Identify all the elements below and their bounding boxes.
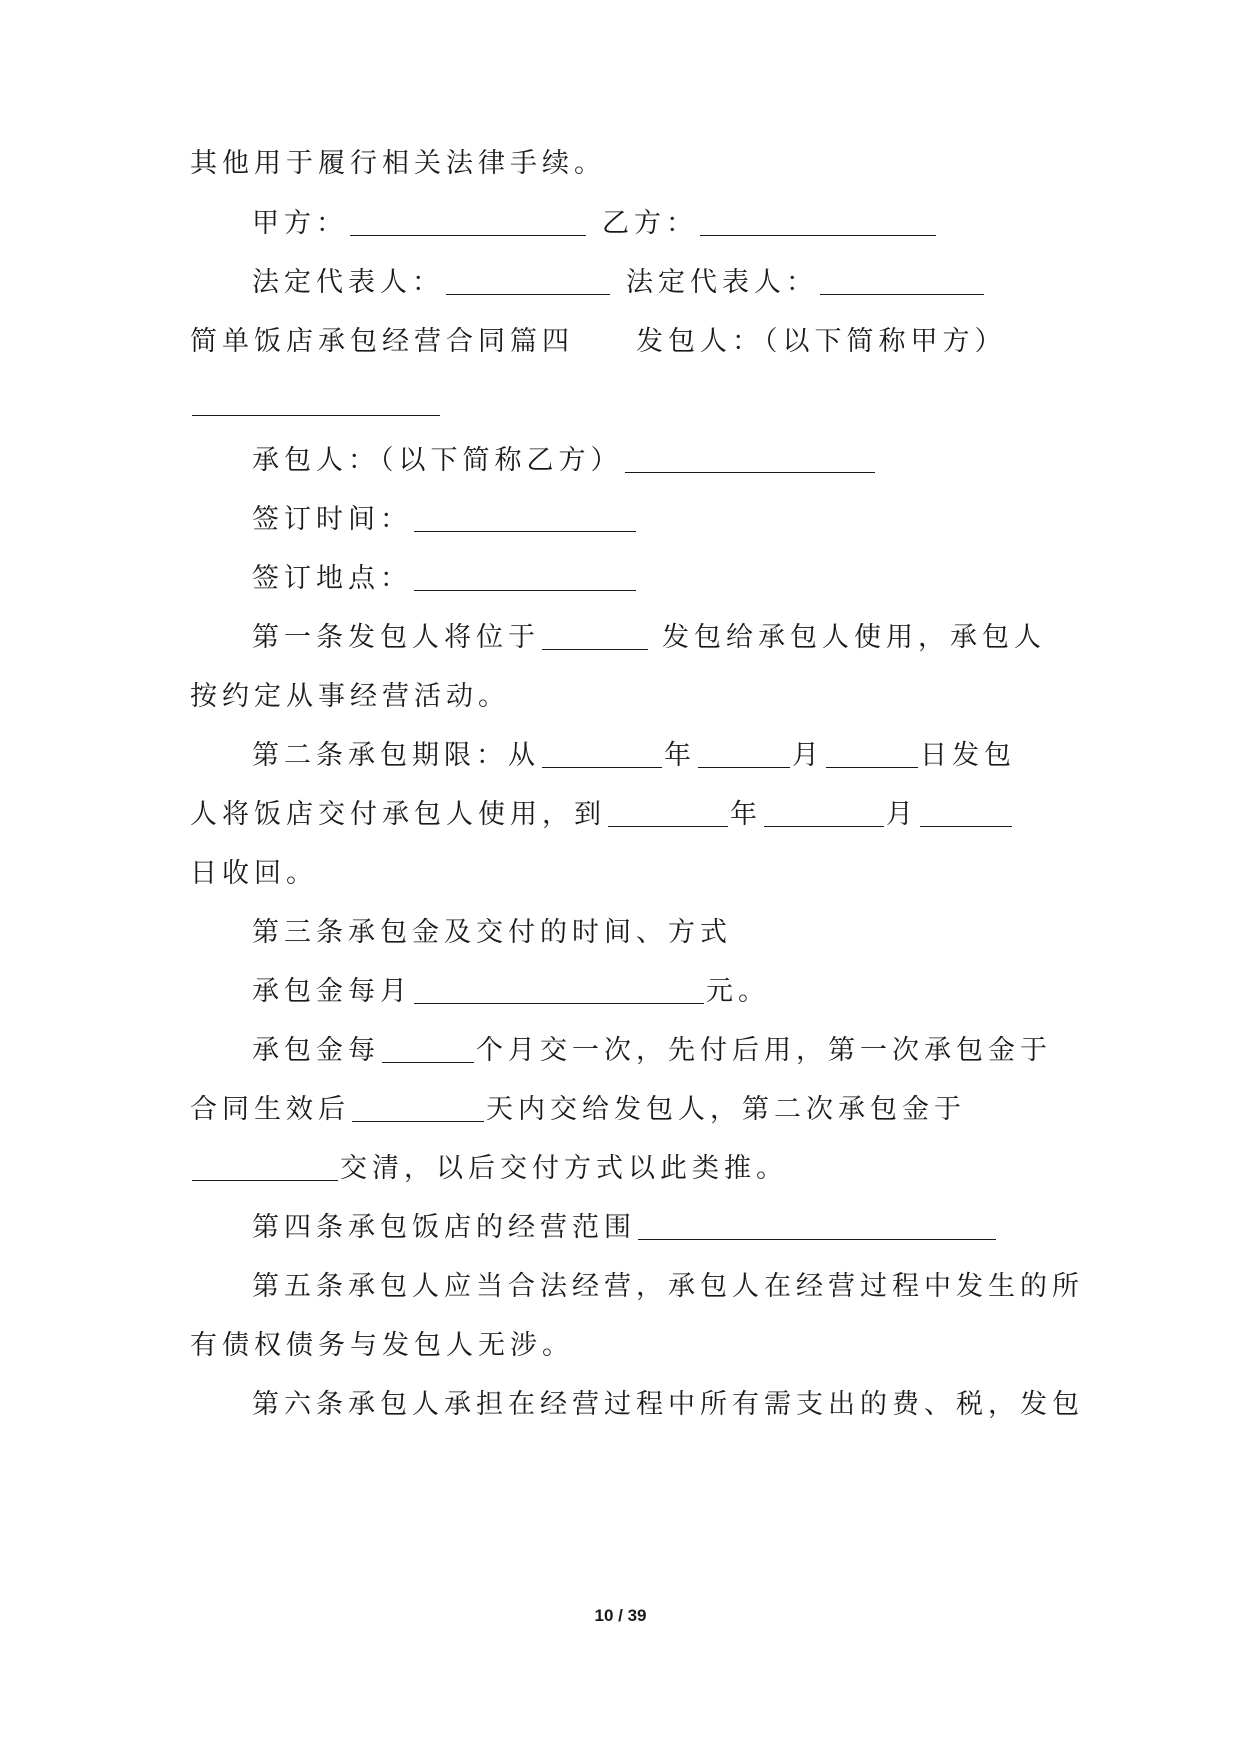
end-month-blank	[764, 798, 884, 827]
article-2-line: 第二条承包期限：从 年 月 日发包	[252, 740, 1016, 771]
second-payment-blank	[192, 1152, 338, 1181]
text-line: 有债权债务与发包人无涉。	[190, 1330, 574, 1361]
monthly-fee-line: 承包金每月 元。	[252, 976, 770, 1007]
signing-place-line: 签订地点：	[252, 561, 1122, 597]
contractor-line: 承包人：（以下简称乙方）	[252, 443, 1122, 479]
party-b-blank	[700, 207, 936, 236]
end-day-blank	[920, 798, 1012, 827]
monthly-fee-blank	[414, 975, 704, 1004]
signing-time-blank	[414, 503, 636, 532]
payment-days-blank	[352, 1093, 484, 1122]
payment-days-line: 合同生效后 天内交给发包人，第二次承包金于	[190, 1094, 966, 1125]
signing-time-line: 签订时间：	[252, 502, 1122, 538]
start-day-blank	[826, 739, 918, 768]
location-blank	[542, 621, 648, 650]
business-scope-blank	[638, 1211, 996, 1240]
payment-settle-line: 交清，以后交付方式以此类推。	[190, 1151, 1060, 1187]
text-line: 日收回。	[190, 858, 318, 889]
article-6-line: 第六条承包人承担在经营过程中所有需支出的费、税，发包	[252, 1389, 1084, 1420]
start-month-blank	[698, 739, 790, 768]
article-1-line: 第一条发包人将位于 发包给承包人使用，承包人	[252, 622, 1046, 653]
legal-rep-b-blank	[820, 266, 984, 295]
signing-place-blank	[414, 562, 636, 591]
end-year-blank	[608, 798, 728, 827]
legal-rep-a-blank	[446, 266, 610, 295]
contractor-blank	[625, 444, 875, 473]
article-2-cont-line: 人将饭店交付承包人使用，到 年 月	[190, 797, 1060, 833]
article-3-line: 第三条承包金及交付的时间、方式	[252, 917, 732, 948]
party-a-b-line: 甲方： 乙方：	[252, 206, 1122, 242]
article-5-line: 第五条承包人应当合法经营，承包人在经营过程中发生的所	[252, 1271, 1084, 1302]
payment-months-blank	[382, 1034, 474, 1063]
contract-title-line: 简单饭店承包经营合同篇四 发包人：（以下简称甲方）	[190, 326, 1007, 357]
legal-representative-line: 法定代表人： 法定代表人：	[252, 265, 1122, 301]
page-number: 10 / 39	[594, 1606, 647, 1625]
party-a-blank	[350, 207, 586, 236]
start-year-blank	[542, 739, 662, 768]
payment-period-line: 承包金每 个月交一次，先付后用，第一次承包金于	[252, 1035, 1052, 1066]
issuer-blank	[192, 387, 440, 416]
text-line: 按约定从事经营活动。	[190, 681, 510, 712]
contract-title: 简单饭店承包经营合同篇四	[190, 326, 574, 357]
article-4-line: 第四条承包饭店的经营范围	[252, 1210, 1122, 1246]
text-line: 其他用于履行相关法律手续。	[190, 148, 606, 179]
issuer-blank-line	[190, 386, 1060, 422]
